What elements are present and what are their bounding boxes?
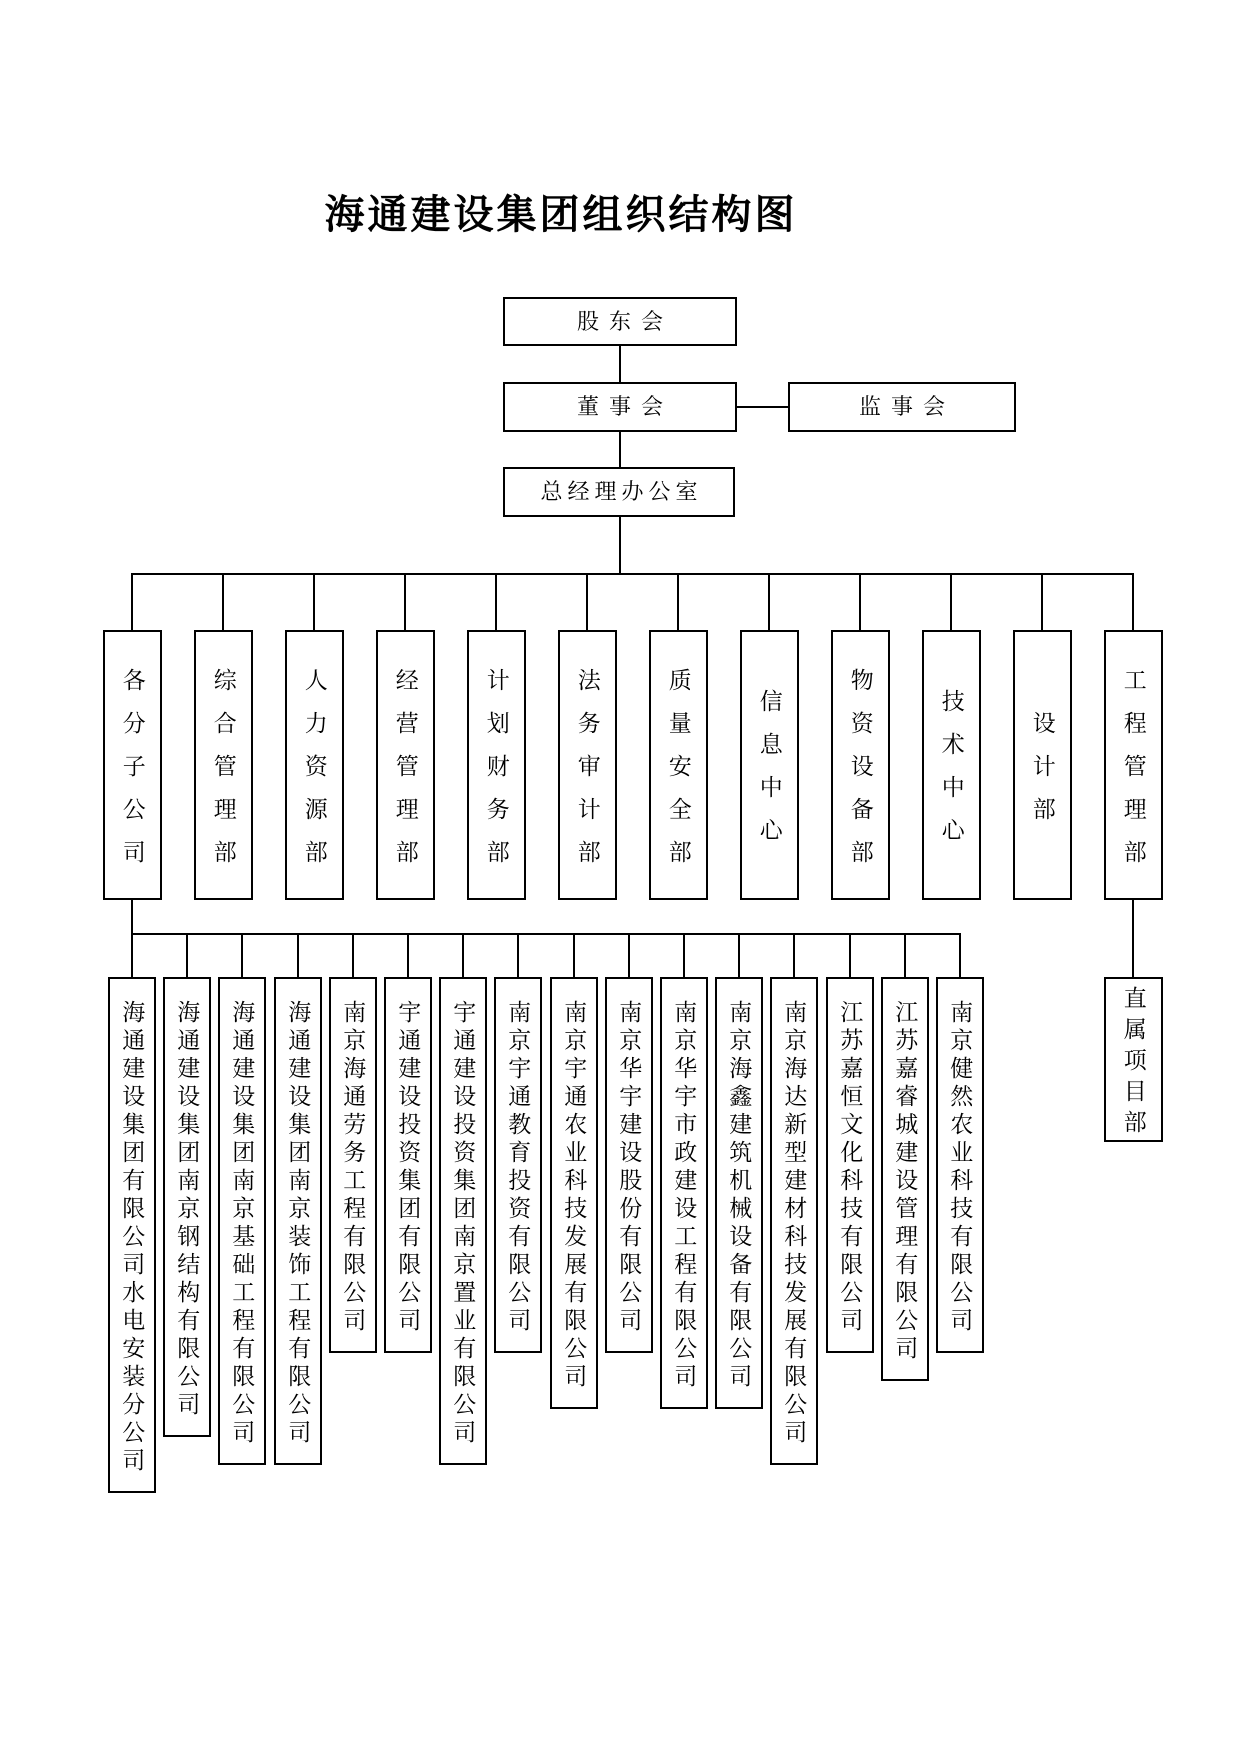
department-box-hr [285, 630, 344, 900]
company-label: 海通建设集团南京基础工程有限公司 [229, 1000, 256, 1448]
department-box-branches [103, 630, 162, 900]
department-box-general-admin [194, 630, 253, 900]
company-drop-1 [131, 935, 133, 977]
connector-board-supervisory [737, 406, 788, 408]
department-box-technology-center [922, 630, 981, 900]
company-label: 江苏嘉睿城建设管理有限公司 [892, 1000, 919, 1364]
node-shareholders [503, 297, 737, 346]
dept-drop-3 [313, 575, 315, 630]
dept-drop-9 [859, 575, 861, 630]
company-box-3 [218, 977, 266, 1465]
dept-drop-8 [768, 575, 770, 630]
department-box-legal-audit [558, 630, 617, 900]
department-label: 工程管理部 [1120, 667, 1147, 883]
node-direct-project-dept [1104, 977, 1163, 1142]
company-label: 宇通建设投资集团南京置业有限公司 [450, 1000, 477, 1448]
node-board-label: 董事会 [576, 394, 673, 419]
company-box-4 [274, 977, 322, 1465]
engineering-direct-stem-line [1132, 900, 1134, 977]
company-label: 南京宇通教育投资有限公司 [505, 1000, 532, 1336]
dept-drop-4 [404, 575, 406, 630]
company-drop-16 [959, 935, 961, 977]
node-supervisory-label: 监事会 [858, 394, 955, 419]
company-drop-13 [793, 935, 795, 977]
company-box-2 [163, 977, 211, 1437]
dept-drop-1 [131, 575, 133, 630]
department-box-engineering-mgmt [1104, 630, 1163, 900]
company-drop-8 [517, 935, 519, 977]
company-box-13 [770, 977, 818, 1465]
department-label: 综合管理部 [210, 667, 237, 883]
company-drop-6 [407, 935, 409, 977]
company-box-5 [329, 977, 377, 1353]
departments-bus-line [131, 573, 1134, 575]
department-label: 经营管理部 [392, 667, 419, 883]
department-box-information-center [740, 630, 799, 900]
company-drop-10 [628, 935, 630, 977]
company-drop-12 [738, 935, 740, 977]
chart-title: 海通建设集团组织结构图 [324, 191, 798, 238]
dept-drop-6 [586, 575, 588, 630]
department-label: 物资设备部 [847, 667, 874, 883]
company-drop-15 [904, 935, 906, 977]
company-drop-5 [352, 935, 354, 977]
department-label: 质量安全部 [665, 667, 692, 883]
department-box-quality-safety [649, 630, 708, 900]
direct-project-dept-label: 直属项目部 [1120, 986, 1147, 1141]
company-label: 南京健然农业科技有限公司 [947, 1000, 974, 1336]
dept-drop-10 [950, 575, 952, 630]
company-label: 南京海通劳务工程有限公司 [340, 1000, 367, 1336]
node-gm-office [503, 467, 735, 517]
company-drop-2 [186, 935, 188, 977]
company-box-12 [715, 977, 763, 1409]
company-drop-9 [573, 935, 575, 977]
company-box-9 [550, 977, 598, 1409]
department-label: 信息中心 [756, 689, 783, 861]
department-label: 各分子公司 [119, 667, 146, 883]
connector-gm-trunk [619, 517, 621, 574]
node-board [503, 382, 737, 432]
connector-board-gm [619, 432, 621, 467]
department-label: 法务审计部 [574, 667, 601, 883]
company-label: 江苏嘉恒文化科技有限公司 [837, 1000, 864, 1336]
department-label: 设计部 [1029, 710, 1056, 840]
department-box-design [1013, 630, 1072, 900]
department-box-operations [376, 630, 435, 900]
company-box-15 [881, 977, 929, 1381]
dept-drop-7 [677, 575, 679, 630]
company-label: 海通建设集团南京装饰工程有限公司 [285, 1000, 312, 1448]
department-label: 计划财务部 [483, 667, 510, 883]
connector-shareholders-board [619, 346, 621, 382]
dept-drop-11 [1041, 575, 1043, 630]
dept-drop-12 [1132, 575, 1134, 630]
company-label: 南京宇通农业科技发展有限公司 [561, 1000, 588, 1392]
department-label: 技术中心 [938, 689, 965, 861]
company-label: 南京海鑫建筑机械设备有限公司 [726, 1000, 753, 1392]
company-box-8 [494, 977, 542, 1353]
dept-drop-2 [222, 575, 224, 630]
company-label: 南京华宇建设股份有限公司 [616, 1000, 643, 1336]
company-drop-7 [462, 935, 464, 977]
company-box-1 [108, 977, 156, 1493]
company-label: 南京海达新型建材科技发展有限公司 [781, 1000, 808, 1448]
company-drop-4 [297, 935, 299, 977]
company-label: 海通建设集团有限公司水电安装分公司 [119, 1000, 146, 1476]
company-box-11 [660, 977, 708, 1409]
companies-bus-line [131, 933, 961, 935]
company-box-6 [384, 977, 432, 1353]
company-box-16 [936, 977, 984, 1353]
company-box-10 [605, 977, 653, 1353]
department-box-materials-equipment [831, 630, 890, 900]
department-label: 人力资源部 [301, 667, 328, 883]
company-box-14 [826, 977, 874, 1353]
node-gm-office-label: 总经理办公室 [540, 479, 703, 504]
dept-drop-5 [495, 575, 497, 630]
branches-stem-line [131, 900, 133, 934]
company-label: 海通建设集团南京钢结构有限公司 [174, 1000, 201, 1420]
company-label: 南京华宇市政建设工程有限公司 [671, 1000, 698, 1392]
company-drop-14 [849, 935, 851, 977]
company-box-7 [439, 977, 487, 1465]
company-label: 宇通建设投资集团有限公司 [395, 1000, 422, 1336]
department-box-planning-finance [467, 630, 526, 900]
node-shareholders-label: 股东会 [576, 308, 673, 334]
company-drop-3 [241, 935, 243, 977]
node-supervisory [788, 382, 1016, 432]
company-drop-11 [683, 935, 685, 977]
